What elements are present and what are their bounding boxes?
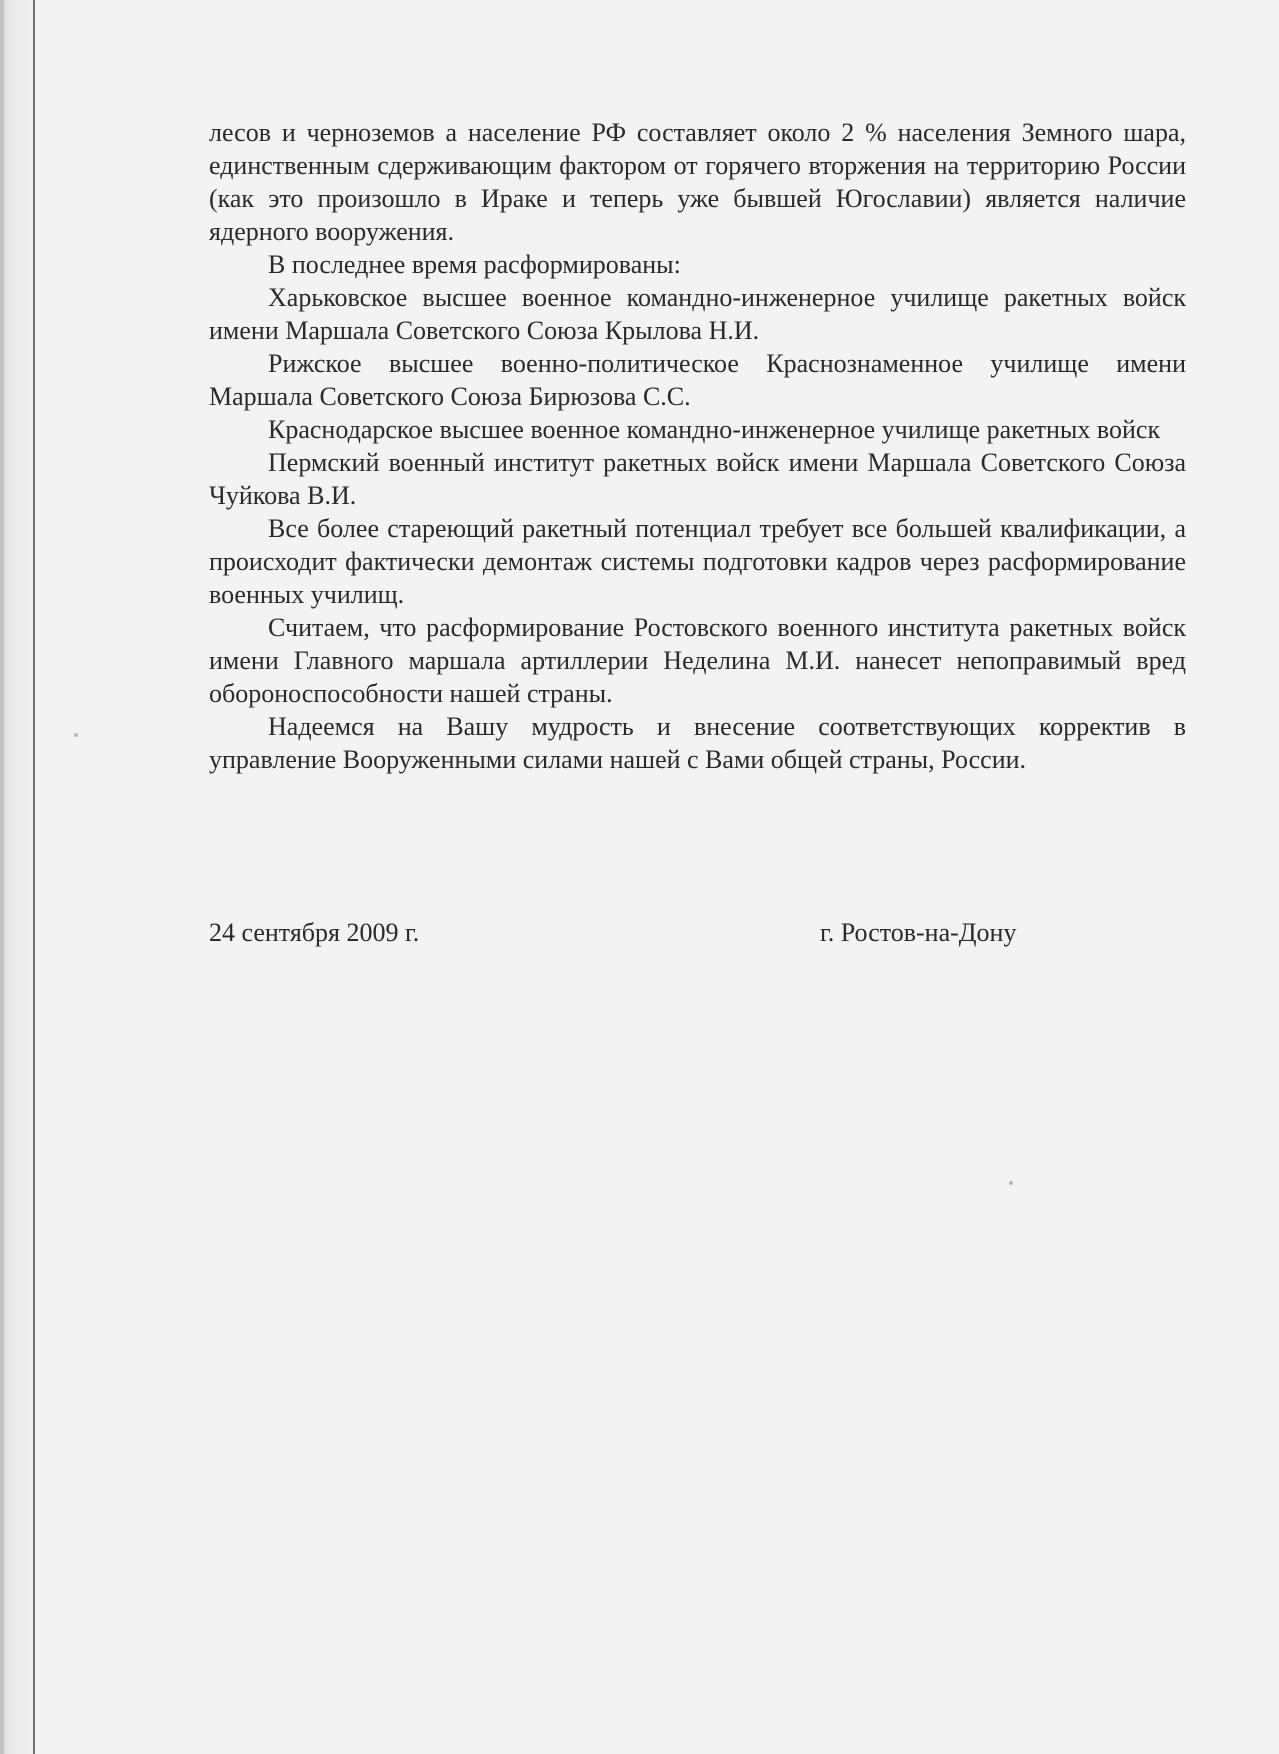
scan-edge-outer-line: [0, 0, 4, 1754]
scan-edge-shadow: [0, 0, 34, 1754]
paragraph: Харьковское высшее военное командно-инженерное училище ракетных войск имени Маршала Советского Союза Крылова Н.И.: [209, 283, 1186, 345]
paragraph: Все более стареющий ракетный потенциал требует все большей квалификации, а происходит фактически демонтаж системы подготовки кадров через расформирование военных училищ.: [209, 514, 1186, 609]
letter-body: [209, 116, 1186, 776]
scan-speck: [74, 733, 78, 737]
paragraph: Пермский военный институт ракетных войск имени Маршала Советского Союза Чуйкова В.И.: [209, 448, 1186, 510]
scan-edge-line: [33, 0, 35, 1754]
paragraph: Рижское высшее военно-политическое Краснознаменное училище имени Маршала Советского Союза Бирюзова С.С.: [209, 349, 1186, 411]
paragraph: Краснодарское высшее военное командно-инженерное училище ракетных войск: [268, 415, 1161, 444]
scan-speck: [1009, 1181, 1013, 1185]
paragraph: Надеемся на Вашу мудрость и внесение соответствующих корректив в управление Вооруженными силами нашей с Вами общей страны, России.: [209, 712, 1186, 774]
paragraph: В последнее время расформированы:: [268, 250, 681, 279]
document-date: 24 сентября 2009 г.: [209, 918, 420, 947]
document-city: г. Ростов-на-Дону: [820, 918, 1017, 947]
paragraph: Считаем, что расформирование Ростовского военного института ракетных войск имени Главного маршала артиллерии Неделина М.И. нанесет непоправимый вред обороноспособности нашей страны.: [209, 613, 1186, 708]
paragraph: лесов и черноземов а население РФ составляет около 2 % населения Земного шара, единственным сдерживающим фактором от горячего вторжения на территорию России (как это произошло в Ираке и теперь уже бывшей Югославии) является наличие ядерного вооружения.: [209, 118, 1186, 246]
